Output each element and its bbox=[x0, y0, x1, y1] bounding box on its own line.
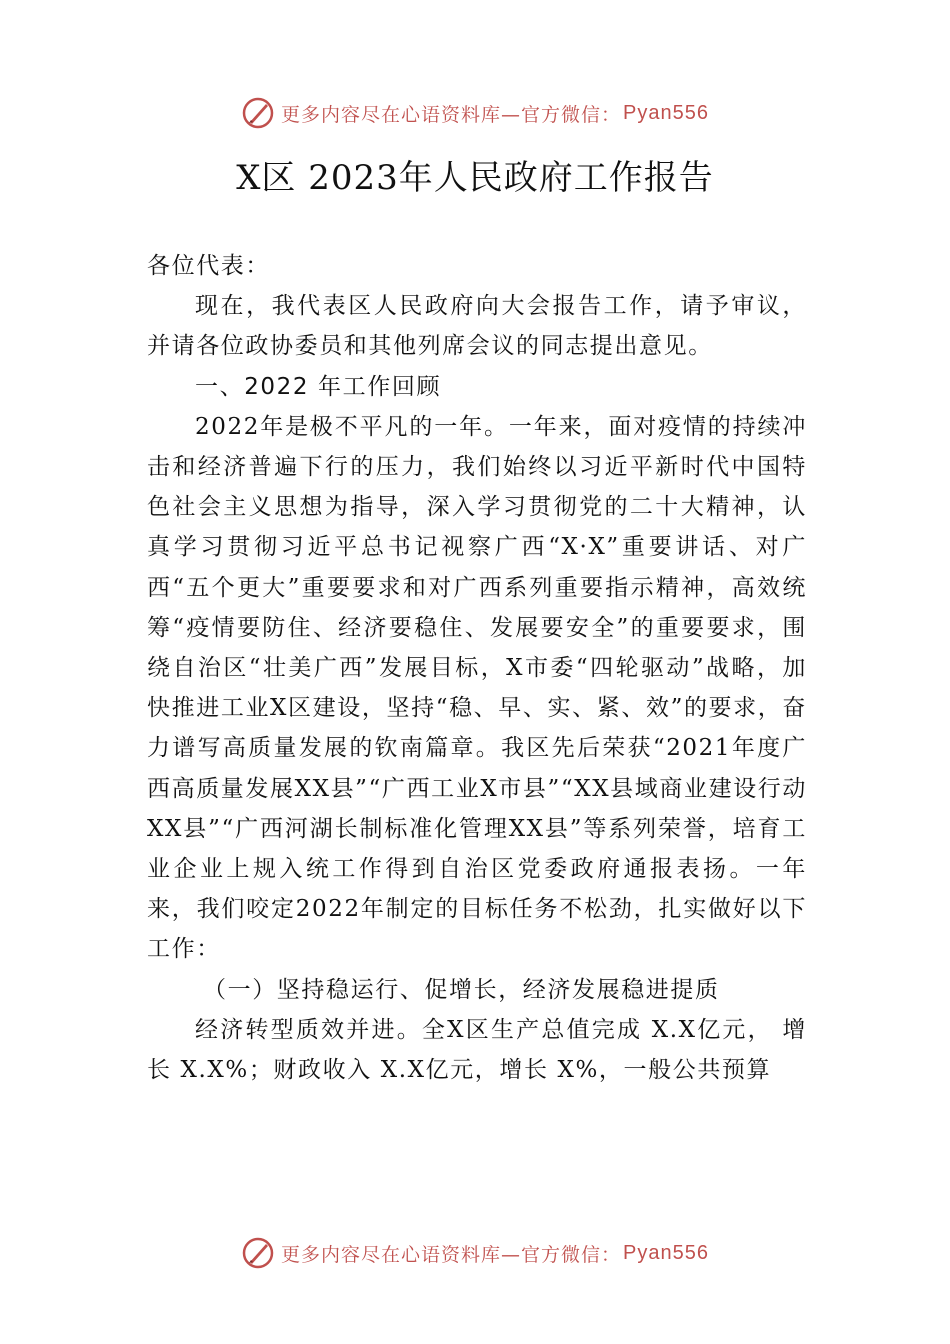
intro-paragraph: 现在，我代表区人民政府向大会报告工作，请予审议，并请各位政协委员和其他列席会议的同志提出意见。 bbox=[147, 293, 807, 360]
section-heading: 一、2022 年工作回顾 bbox=[195, 373, 442, 400]
watermark-bottom bbox=[0, 1236, 950, 1270]
watermark-id: Pyan556 bbox=[623, 1241, 709, 1264]
pen-emblem-icon bbox=[241, 1236, 275, 1270]
document-title: X区 2023年人民政府工作报告 bbox=[236, 158, 714, 198]
subsection-heading: （一）坚持稳运行、促增长，经济发展稳进提质 bbox=[203, 976, 720, 1003]
watermark-text: 更多内容尽在心语资料库—官方微信： bbox=[281, 103, 622, 126]
watermark-id: Pyan556 bbox=[623, 101, 709, 124]
section-paragraph: 2022年是极不平凡的一年。一年来，面对疫情的持续冲击和经济普遍下行的压力，我们始终以习近平新时代中国特色社会主义思想为指导，深入学习贯彻党的二十大精神，认真学习贯彻习近平总书记视察广西“X·X”重要讲话、对广西“五个更大”重要要求和对广西系列重要指示精神，高效统筹“疫情要防住、经济要稳住、发展要安全”的重要要求，围绕自治区“壮美广西”发展目标，X市委“四轮驱动”战略，加快推进工业X区建设，坚持“稳、早、实、紧、效”的要求，奋力谱写高质量发展的钦南篇章。我区先后荣获“2021年度广西高质量发展XX县”“广西工业X市县”“XX县域商业建设行动XX县”“广西河湖长制标准化管理XX县”等系列荣誉，培育工业企业上规入统工作得到自治区党委政府通报表扬。一年来，我们咬定2022年制定的目标任务不松劲，扎实做好以下工作： bbox=[147, 413, 807, 963]
pen-emblem-icon bbox=[241, 96, 275, 130]
salutation: 各位代表： bbox=[147, 253, 270, 279]
watermark-top bbox=[0, 96, 950, 130]
watermark-text: 更多内容尽在心语资料库—官方微信： bbox=[281, 1243, 622, 1266]
document-body bbox=[147, 246, 807, 1090]
subsection-paragraph: 经济转型质效并进。全X区生产总值完成 X.X亿元， 增长 X.X%；财政收入 X.X亿元，增长 X%，一般公共预算 bbox=[147, 1016, 807, 1084]
